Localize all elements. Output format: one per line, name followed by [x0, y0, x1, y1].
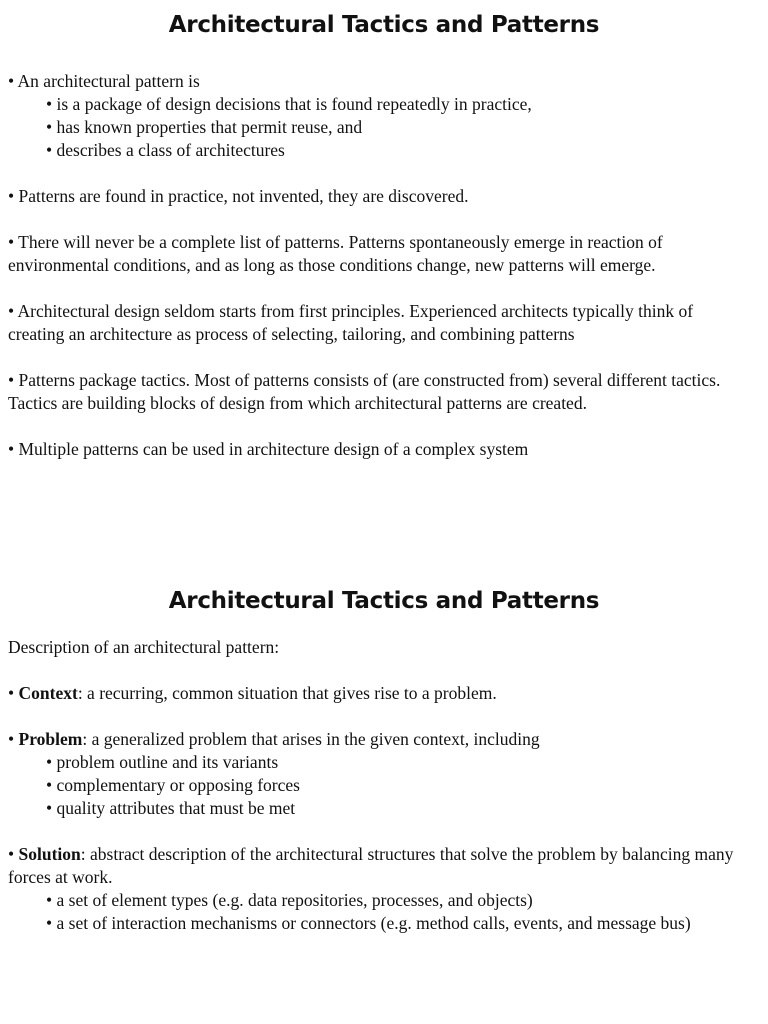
context-text: : a recurring, common situation that gives rise to a problem. — [77, 683, 497, 703]
context-item — [8, 682, 748, 705]
description-heading: Description of an architectural pattern: — [8, 637, 280, 657]
slide-1-body — [0, 70, 768, 461]
problem-item — [8, 728, 748, 751]
problem-subitem: • complementary or opposing forces — [46, 775, 300, 795]
bullet-paragraph: • There will never be a complete list of patterns. Patterns spontaneously emerge in reaction of environmental conditions, and as long as those conditions change, new patterns will emerge. — [8, 232, 663, 275]
pattern-definition-item: • has known properties that permit reuse, and — [46, 117, 363, 137]
solution-item — [8, 843, 748, 889]
bullet-paragraph: • Architectural design seldom starts from first principles. Experienced architects typically think of creating an architecture as process of selecting, tailoring, and combining patterns — [8, 301, 694, 344]
problem-text: : a generalized problem that arises in the given context, including — [82, 729, 540, 749]
slide-2-title: Architectural Tactics and Patterns — [168, 588, 600, 614]
bullet: • — [8, 729, 19, 749]
pattern-definition-intro: • An architectural pattern is — [8, 71, 200, 91]
solution-term: Solution — [18, 844, 81, 864]
problem-subitem: • quality attributes that must be met — [46, 798, 296, 818]
problem-subitem: • problem outline and its variants — [46, 752, 279, 772]
solution-subitem: • a set of element types (e.g. data repositories, processes, and objects) — [46, 890, 533, 910]
pattern-definition-item: • describes a class of architectures — [46, 140, 285, 160]
slide-2-body — [0, 636, 768, 935]
bullet-paragraph: • Patterns are found in practice, not invented, they are discovered. — [8, 186, 469, 206]
bullet: • — [8, 844, 19, 864]
context-term: Context — [18, 683, 78, 703]
slide-1-title: Architectural Tactics and Patterns — [168, 12, 600, 38]
bullet-paragraph: • Multiple patterns can be used in architecture design of a complex system — [8, 439, 529, 459]
solution-text: : abstract description of the architectural structures that solve the problem by balancing many forces at work. — [8, 844, 734, 887]
problem-term: Problem — [18, 729, 83, 749]
bullet-paragraph: • Patterns package tactics. Most of patterns consists of (are constructed from) several different tactics. Tactics are building blocks of design from which architectural patterns are created. — [8, 370, 721, 413]
pattern-definition-item: • is a package of design decisions that is found repeatedly in practice, — [46, 94, 532, 114]
bullet: • — [8, 683, 19, 703]
solution-subitem: • a set of interaction mechanisms or connectors (e.g. method calls, events, and message bus) — [46, 913, 691, 933]
slide-2 — [0, 580, 768, 1024]
